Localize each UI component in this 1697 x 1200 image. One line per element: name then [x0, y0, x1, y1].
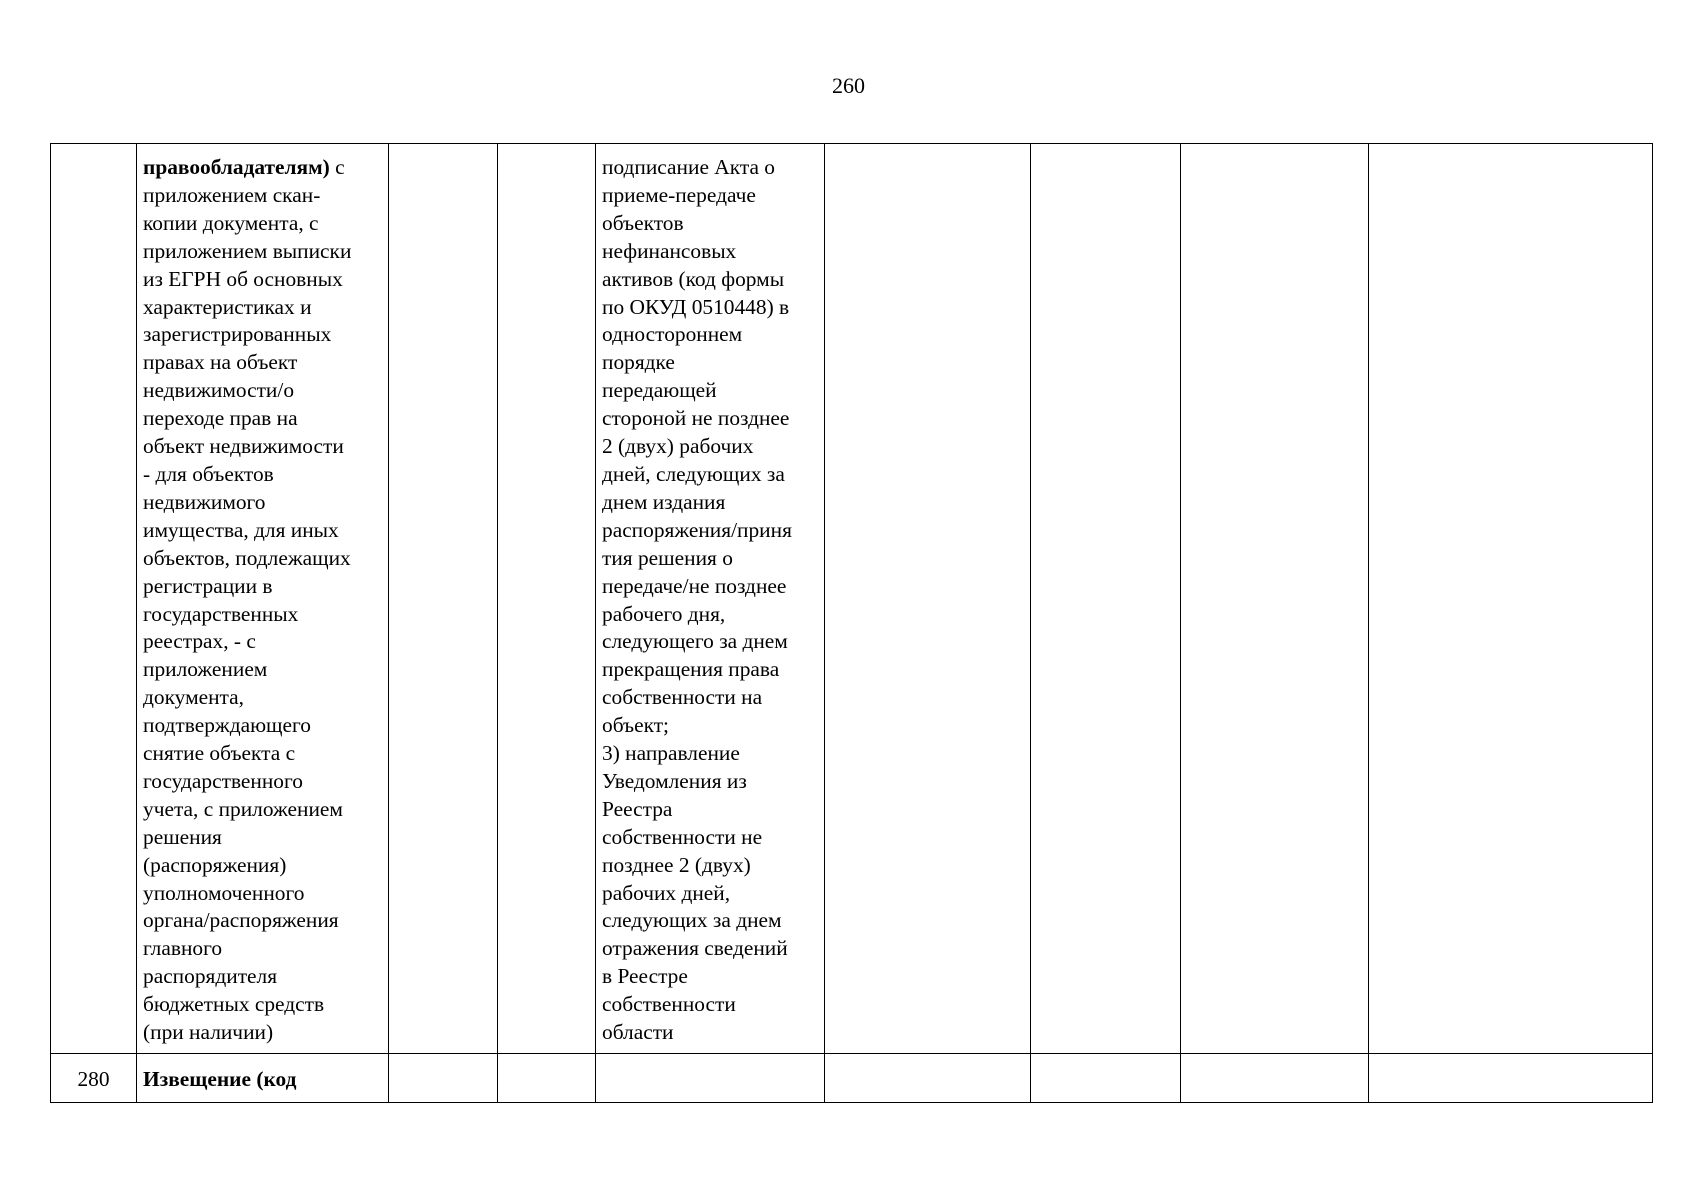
- procedure-cell: [596, 144, 825, 1054]
- empty-cell: [1031, 144, 1181, 1054]
- empty-cell: [498, 144, 596, 1054]
- document-name-bold: Извещение (код: [143, 1067, 297, 1091]
- empty-cell: [825, 144, 1031, 1054]
- document-name-cell: [137, 144, 389, 1054]
- procedure-text: подписание Акта о приеме-передаче объектов нефинансовых активов (код формы по ОКУД 0510448) в одностороннем порядке передающей стороной не позднее 2 (двух) рабочих дней, следующих за днем издания распоряжения/приня тия решения о передаче/не позднее рабочего дня, следующего за днем прекращения права собственности на объект; 3) направление Уведомления из Реестра собственности не позднее 2 (двух) рабочих дней, следующих за днем отражения сведений в Реестре собственности области: [602, 155, 792, 1045]
- empty-cell: [1181, 144, 1369, 1054]
- table-row: [51, 144, 1653, 1054]
- empty-cell: [389, 144, 498, 1054]
- empty-cell: [498, 1054, 596, 1103]
- empty-cell: [825, 1054, 1031, 1103]
- document-name-bold: правообладателям): [143, 155, 330, 179]
- empty-cell: [1181, 1054, 1369, 1103]
- procedure-cell: [596, 1054, 825, 1103]
- document-name-text: с приложением скан- копии документа, с приложением выписки из ЕГРН об основных характеристиках и зарегистрированных правах на объект недвижимости/о переходе прав на объект недвижимости - для объектов недвижимого имущества, для иных объектов, подлежащих регистрации в государственных реестрах, - с приложением документа, подтверждающего снятие объекта с государственного учета, с приложением решения (распоряжения) уполномоченного органа/распоряжения главного распорядителя бюджетных средств (при наличии): [143, 155, 352, 1045]
- row-number-cell: 280: [51, 1054, 137, 1103]
- document-table: [50, 143, 1653, 1103]
- empty-cell: [1031, 1054, 1181, 1103]
- row-number-cell: [51, 144, 137, 1054]
- empty-cell: [389, 1054, 498, 1103]
- document-name-cell: [137, 1054, 389, 1103]
- empty-cell: [1369, 1054, 1653, 1103]
- table-row: [51, 1054, 1653, 1103]
- empty-cell: [1369, 144, 1653, 1054]
- page-number: 260: [832, 73, 865, 98]
